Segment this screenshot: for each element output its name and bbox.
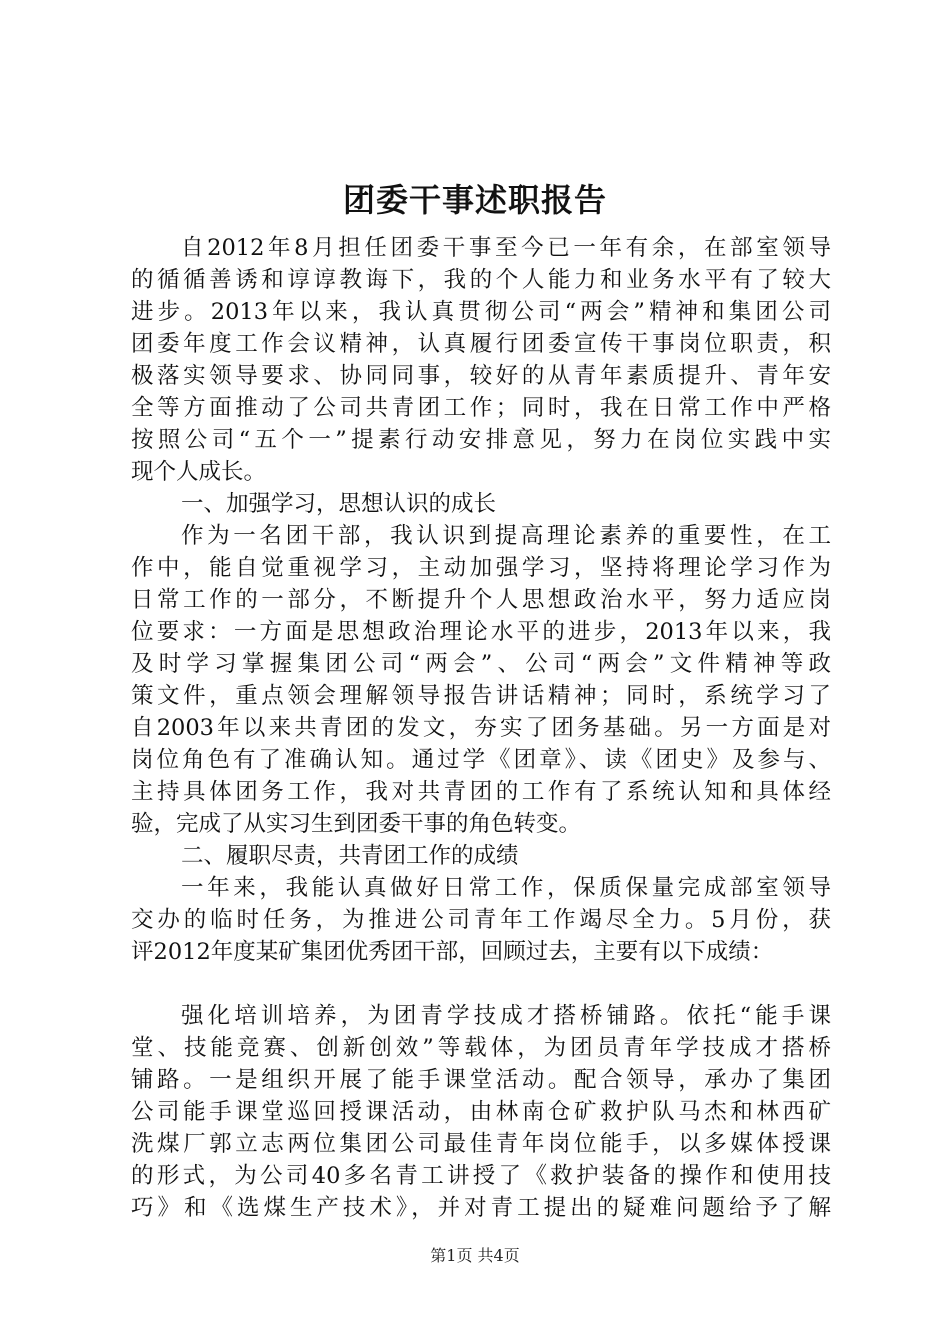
text-line: 按照公司“五个一”提素行动安排意见，努力在岗位实践中实 xyxy=(131,427,831,453)
text-line: 的循循善诱和谆谆教诲下，我的个人能力和业务水平有了较大 xyxy=(131,267,831,293)
text-line: 铺路。一是组织开展了能手课堂活动。配合领导，承办了集团 xyxy=(131,1067,831,1093)
text-line: 二、履职尽责，共青团工作的成绩 xyxy=(181,843,519,869)
text-line: 公司能手课堂巡回授课活动，由林南仓矿救护队马杰和林西矿 xyxy=(131,1099,831,1125)
text-line: 强化培训培养，为团青学技成才搭桥铺路。依托“能手课 xyxy=(181,1003,831,1029)
text-line: 岗位角色有了准确认知。通过学《团章》、读《团史》及参与、 xyxy=(131,747,831,773)
text-line: 策文件，重点领会理解领导报告讲话精神；同时，系统学习了 xyxy=(131,683,831,709)
text-line: 洗煤厂郭立志两位集团公司最佳青年岗位能手，以多媒体授课 xyxy=(131,1131,831,1157)
blank-line xyxy=(131,968,831,1000)
text-line: 极落实领导要求、协同同事，较好的从青年素质提升、青年安 xyxy=(131,363,831,389)
text-line: 验，完成了从实习生到团委干事的角色转变。 xyxy=(131,811,582,837)
text-line: 日常工作的一部分，不断提升个人思想政治水平，努力适应岗 xyxy=(131,587,831,613)
text-line: 现个人成长。 xyxy=(131,459,267,485)
text-line: 自2012年8月担任团委干事至今已一年有余，在部室领导 xyxy=(181,235,831,261)
text-line: 作中，能自觉重视学习，主动加强学习，坚持将理论学习作为 xyxy=(131,555,831,581)
text-line: 进步。2013年以来，我认真贯彻公司“两会”精神和集团公司 xyxy=(131,299,831,325)
text-line: 堂、技能竞赛、创新创效”等载体，为团员青年学技成才搭桥 xyxy=(131,1035,831,1061)
text-line: 巧》和《选煤生产技术》，并对青工提出的疑难问题给予了解 xyxy=(131,1195,831,1221)
page-number-footer: 第1页 共4页 xyxy=(430,1246,520,1265)
document-title: 团委干事述职报告 xyxy=(342,181,607,219)
text-line: 评2012年度某矿集团优秀团干部，回顾过去，主要有以下成绩： xyxy=(131,939,774,965)
text-line: 一、加强学习，思想认识的成长 xyxy=(181,491,497,517)
text-line: 团委年度工作会议精神，认真履行团委宣传干事岗位职责，积 xyxy=(131,331,831,357)
text-line: 主持具体团务工作，我对共青团的工作有了系统认知和具体经 xyxy=(131,779,831,805)
text-line: 全等方面推动了公司共青团工作；同时，我在日常工作中严格 xyxy=(131,395,831,421)
text-line: 及时学习掌握集团公司“两会”、公司“两会”文件精神等政 xyxy=(131,651,831,677)
text-line: 交办的临时任务，为推进公司青年工作竭尽全力。5月份，获 xyxy=(131,907,831,933)
text-line: 的形式，为公司40多名青工讲授了《救护装备的操作和使用技 xyxy=(131,1163,831,1189)
text-line: 一年来，我能认真做好日常工作，保质保量完成部室领导 xyxy=(181,875,831,901)
text-line: 作为一名团干部，我认识到提高理论素养的重要性，在工 xyxy=(181,523,831,549)
text-line: 自2003年以来共青团的发文，夯实了团务基础。另一方面是对 xyxy=(131,715,831,741)
text-line: 位要求：一方面是思想政治理论水平的进步，2013年以来，我 xyxy=(131,619,831,645)
document-body xyxy=(131,232,831,1224)
